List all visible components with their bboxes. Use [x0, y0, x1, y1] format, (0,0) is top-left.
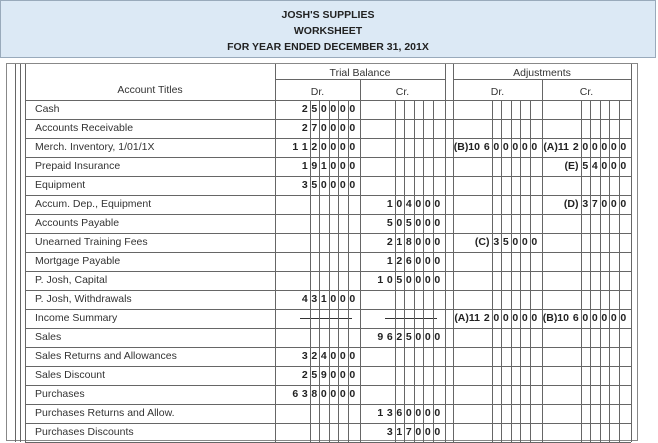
account-title: Income Summary: [35, 312, 118, 324]
amount-value: 2 7 0 0 0 0: [301, 122, 356, 134]
adjustment-reference: (A)11: [543, 141, 569, 153]
amount-value: (B)10 6 0 0 0 0 0: [542, 312, 627, 324]
account-title: Equipment: [35, 179, 86, 191]
column-line: [542, 79, 543, 442]
worksheet-table: [6, 63, 638, 441]
amount-value: 1 1 2 0 0 0 0: [292, 141, 356, 153]
amount-value: 2 5 9 0 0 0: [301, 369, 356, 381]
row-line: [25, 366, 631, 367]
account-title: Cash: [35, 103, 60, 115]
account-titles-header: Account Titles: [117, 84, 183, 96]
row-line: [25, 138, 631, 139]
account-title: Accounts Receivable: [35, 122, 134, 134]
amount-value: 2 5 0 0 0 0: [301, 103, 356, 115]
account-title: P. Josh, Withdrawals: [35, 293, 132, 305]
worksheet-title: WORKSHEET: [293, 25, 363, 37]
account-title: Sales Discount: [35, 369, 106, 381]
margin-line: [15, 64, 16, 442]
adjustment-reference: (B)10: [453, 141, 480, 153]
amount-value: 1 0 5 0 0 0 0: [377, 274, 441, 286]
company-name: JOSH'S SUPPLIES: [281, 9, 375, 21]
amount-value: 1 9 1 0 0 0: [301, 160, 356, 172]
amount-value: 5 0 5 0 0 0: [386, 217, 441, 229]
row-line: [25, 214, 631, 215]
amount-value: 3 5 0 0 0 0: [301, 179, 356, 191]
amount-value: (C) 3 5 0 0 0: [474, 236, 538, 248]
row-line: [25, 176, 631, 177]
amount-value: 1 2 6 0 0 0: [386, 255, 441, 267]
account-title: Unearned Training Fees: [35, 236, 148, 248]
account-title: Mortgage Payable: [35, 255, 121, 267]
amount-value: 1 0 4 0 0 0: [386, 198, 441, 210]
adjustment-reference: (C): [474, 236, 490, 248]
amount-value: 3 1 7 0 0 0: [386, 426, 441, 438]
account-title: Sales Returns and Allowances: [35, 350, 177, 362]
adjustments-header: Adjustments: [513, 67, 571, 79]
account-title: Purchases Returns and Allow.: [35, 407, 175, 419]
column-line: [360, 79, 361, 442]
adjustments-dr-header: Dr.: [490, 86, 505, 98]
trial-balance-dr-header: Dr.: [310, 86, 325, 98]
adjustment-reference: (A)11: [454, 312, 480, 324]
header-line: [275, 79, 445, 80]
adjustment-reference: (E): [564, 160, 579, 172]
row-line: [25, 100, 631, 101]
adjustment-reference: (B)10: [542, 312, 569, 324]
column-line: [631, 64, 632, 442]
trial-balance-cr-header: Cr.: [395, 86, 410, 98]
row-line: [25, 271, 631, 272]
blank-entry-line: [385, 318, 437, 319]
amount-value: 4 3 1 0 0 0: [301, 293, 356, 305]
amount-value: 2 1 8 0 0 0: [386, 236, 441, 248]
account-title: Accum. Dep., Equipment: [35, 198, 152, 210]
row-line: [25, 290, 631, 291]
row-line: [25, 119, 631, 120]
amount-value: 9 6 2 5 0 0 0: [377, 331, 441, 343]
row-line: [25, 252, 631, 253]
row-line: [25, 233, 631, 234]
blank-entry-line: [300, 318, 352, 319]
amount-value: 3 2 4 0 0 0: [301, 350, 356, 362]
row-line: [25, 157, 631, 158]
amount-value: (A)11 2 0 0 0 0 0: [543, 141, 627, 153]
account-title: Prepaid Insurance: [35, 160, 121, 172]
account-title: Accounts Payable: [35, 217, 120, 229]
row-line: [25, 423, 631, 424]
worksheet-title-box: [0, 0, 656, 58]
amount-value: (A)11 2 0 0 0 0 0: [454, 312, 538, 324]
amount-value: (D) 3 7 0 0 0: [563, 198, 627, 210]
account-title: Sales: [35, 331, 62, 343]
row-line: [25, 328, 631, 329]
header-line: [453, 79, 631, 80]
row-line: [25, 404, 631, 405]
adjustment-reference: (D): [563, 198, 579, 210]
trial-balance-header: Trial Balance: [329, 67, 391, 79]
adjustments-cr-header: Cr.: [579, 86, 594, 98]
row-line: [25, 309, 631, 310]
account-title: Merch. Inventory, 1/01/1X: [35, 141, 155, 153]
account-title: Purchases: [35, 388, 85, 400]
margin-line: [20, 64, 21, 442]
amount-value: 6 3 8 0 0 0 0: [292, 388, 356, 400]
row-line: [25, 385, 631, 386]
row-line: [25, 347, 631, 348]
amount-value: (B)10 6 0 0 0 0 0: [453, 141, 538, 153]
amount-value: (E) 5 4 0 0 0: [564, 160, 627, 172]
account-title: P. Josh, Capital: [35, 274, 108, 286]
worksheet-period: FOR YEAR ENDED DECEMBER 31, 201X: [227, 41, 429, 53]
row-line: [25, 195, 631, 196]
amount-value: 1 3 6 0 0 0 0: [377, 407, 441, 419]
account-title: Purchases Discounts: [35, 426, 134, 438]
